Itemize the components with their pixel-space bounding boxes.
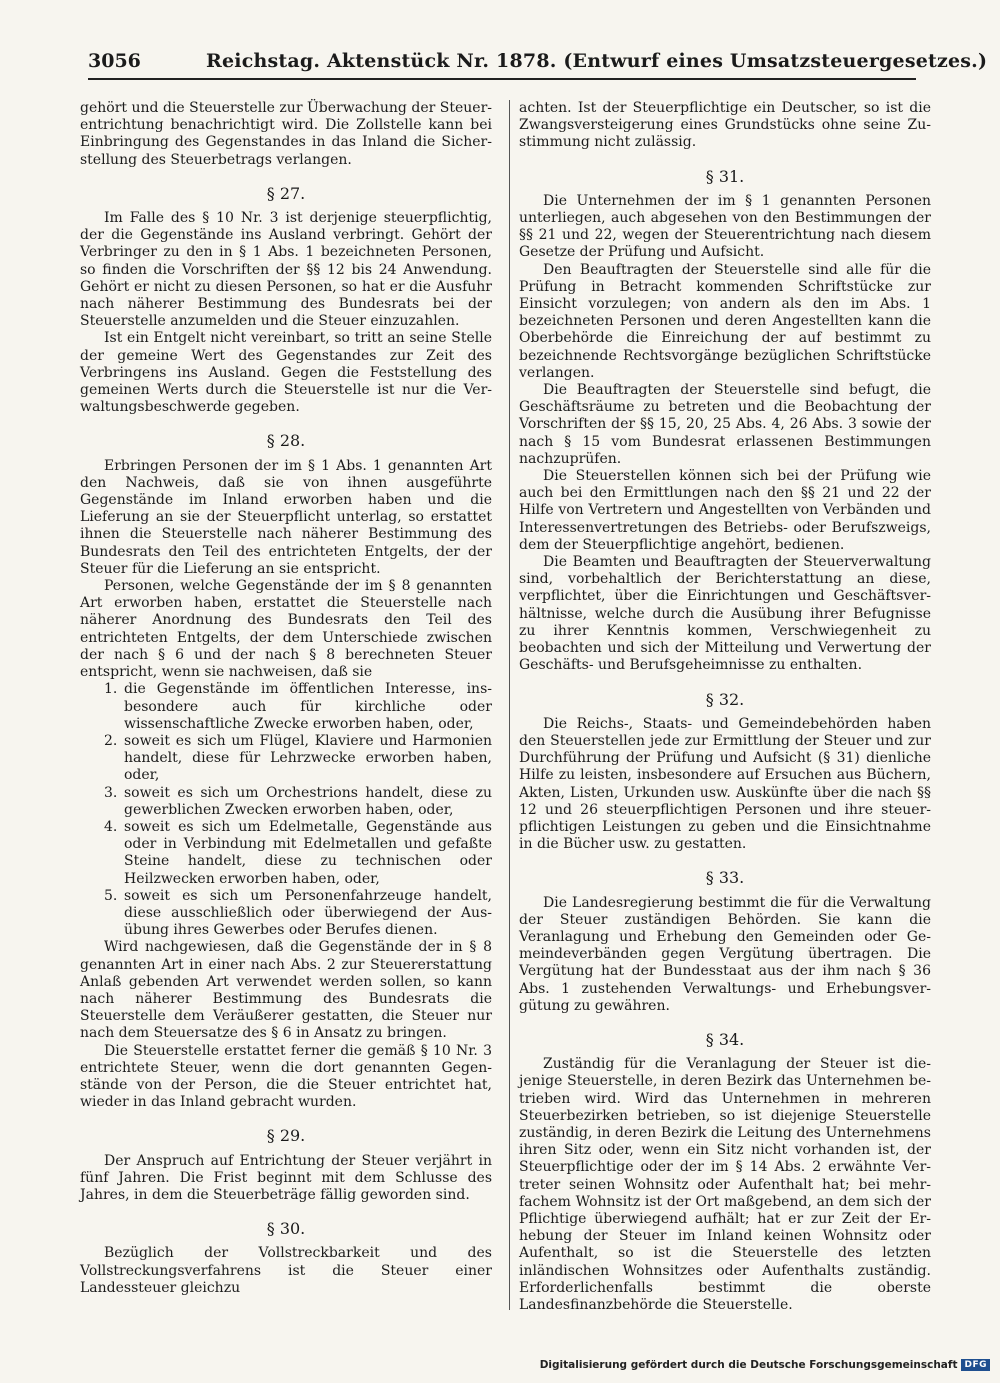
list-item (80, 888, 492, 940)
running-title: Reichstag. Aktenstück Nr. 1878. (Entwurf eines Umsatzsteuergesetzes.) (206, 50, 988, 72)
list-number: 3. (104, 784, 118, 801)
list-item-text: soweit es sich um Flügel, Klaviere und Harmonien handelt, diese für Lehrzwecke erworben haben, oder, (124, 732, 492, 784)
paragraph: Die Beauftragten der Steuerstelle sind befugt, die Geschäftsräume zu betreten und die Beobachtung der Vorschriften der §§ 15, 20, 25 Abs. 4, 26 Abs. 3 sowie der nach § 15 vom Bundesrat erlassenen Bestimmungen nachzuprüfen. (519, 382, 931, 467)
paragraph: Im Falle des § 10 Nr. 3 ist derjenige steuerpflichtig, der die Gegenstände ins Ausland verbringt. Gehört der Verbringer zu den in § 1 Abs. 1 bezeichneten Personen, so finden die Vorschriften der §§ 12 bis 24 Anwendung. Gehört er nicht zu diesen Personen, so hat er die Ausfuhr nach näherer Bestimmung des Bundesrats bei der Steuerstelle anzumelden und die Steuer einzuzahlen. (80, 210, 492, 330)
paragraph: Den Beauftragten der Steuerstelle sind alle für die Prüfung in Betracht kommenden Schriftstücke zur Einsicht vorzulegen; von andern als den im Abs. 1 bezeichneten Personen und deren Angestellten kann die Oberbehörde die Einreichung der auf bestimmt zu bezeichnende Rechtsvorgänge bezüglichen Schriftstücke verlangen. (519, 261, 931, 381)
paragraph: Wird nachgewiesen, daß die Gegenstände der in § 8 genannten Art in einer nach Abs. 2 zur Steuererstattung Anlaß gebenden Art verwendet werden sollen, so kann nach näherer Bestimmung des Bundesrats die Steuerstelle dem Veräußerer gestatten, die Steuer nur nach dem Steuersatze des § 6 in Ansatz zu bringen. (80, 939, 492, 1042)
paragraph: Die Unternehmen der im § 1 genannten Personen unterliegen, auch abgesehen von den Bestimmungen der §§ 21 und 22, wegen der Steuerentrichtung nach diesem Gesetze der Prüfung und Aufsicht. (519, 192, 931, 261)
left-column (80, 100, 492, 1297)
paragraph: gehört und die Steuerstelle zur Überwachung der Steuerentrichtung benachrichtigt wird. Die Zollstelle kann bei Einbringung des Gegenstandes in das Inland die Sicherstellung des Steuerbetrags verlangen. (80, 100, 492, 168)
list-item-text: die Gegenstände im öffentlichen Interesse, insbesondere auch für kirchliche oder wissenschaftliche Zwecke erworben haben, oder, (124, 681, 492, 732)
section-heading-27: § 27. (266, 183, 306, 203)
list-number: 5. (104, 887, 118, 904)
paragraph: Der Anspruch auf Entrichtung der Steuer verjährt in fünf Jahren. Die Frist beginnt mit dem Schlusse des Jahres, in dem die Steuerbeträge fällig geworden sind. (80, 1152, 492, 1203)
list-item-text: soweit es sich um Personenfahrzeuge handelt, diese ausschließlich oder überwiegend der Ausübung ihres Gewerbes oder Berufes dienen. (124, 887, 492, 939)
page-header (88, 46, 988, 80)
right-column (519, 100, 931, 1314)
paragraph: Personen, welche Gegenstände der im § 8 genannten Art erworben haben, erstattet die Steuerstelle nach näherer Anordnung des Bundesrats den Teil des entrichteten Entgelts, der dem Unterschiede zwischen der nach § 6 und der nach § 8 berechneten Steuer entspricht, wenn sie nachweisen, daß sie (80, 578, 492, 681)
paragraph: Die Beamten und Beauftragten der Steuerverwaltung sind, vorbehaltlich der Berichterstattung an diese, verpflichtet, über die Einrichtungen und Geschäftsverhältnisse, welche durch die Ausübung ihrer Befugnisse zu ihrer Kenntnis kommen, Verschwiegenheit zu beobachten und sich der Mitteilung und Verwertung der Geschäfts- und Berufsgeheimnisse zu enthalten. (519, 554, 931, 674)
digitization-credit (540, 1359, 990, 1371)
paragraph: Die Reichs-, Staats- und Gemeindebehörden haben den Steuerstellen jede zur Ermittlung der Steuer und zur Durchführung der Prüfung und Aufsicht (§ 31) dienliche Hilfe zu leisten, insbesondere auf Ersuchen aus Büchern, Akten, Listen, Urkunden usw. Auskünfte über die nach §§ 12 und 26 steuerpflichtigen Personen und ihre steuerpflichtigen Leistungen zu geben und die Einsichtnahme in die Bücher usw. zu gestatten. (519, 715, 931, 853)
list-item-text: soweit es sich um Orchestrions handelt, diese zu gewerblichen Zwecken erworben haben, oder, (124, 784, 492, 818)
section-heading-32: § 32. (705, 689, 745, 709)
section-heading-28: § 28. (266, 431, 306, 451)
list-item (80, 819, 492, 888)
page-number: 3056 (88, 50, 141, 72)
numbered-list (80, 681, 492, 939)
section-heading-33: § 33. (705, 868, 745, 888)
paragraph: Die Landesregierung bestimmt die für die Verwaltung der Steuer zuständigen Behörden. Sie kann die Veranlagung und Erhebung den Gemeinden oder Gemeindeverbänden gegen Vergütung übertragen. Die Vergütung hat der Bundesstaat aus der ihm nach § 36 Abs. 1 zustehenden Verwaltungs- und Erhebungsvergütung zu gewähren. (519, 894, 931, 1014)
paragraph: Die Steuerstellen können sich bei der Prüfung wie auch bei den Ermittlungen nach den §§ 21 und 22 der Hilfe von Vertretern und Angestellten von Verbänden und Interessenvertretungen des Betriebs- oder Berufszweigs, dem der Steuerpflichtige angehört, bedienen. (519, 468, 931, 553)
list-number: 1. (104, 681, 118, 698)
section-heading-34: § 34. (705, 1029, 745, 1049)
section-heading-31: § 31. (705, 166, 745, 186)
paragraph: Ist ein Entgelt nicht vereinbart, so tritt an seine Stelle der gemeine Wert des Gegenstandes zur Zeit des Verbringens ins Ausland. Gegen die Feststellung des gemeinen Werts durch die Steuerstelle ist nur die Verwaltungsbeschwerde gegeben. (80, 330, 492, 416)
paragraph: achten. Ist der Steuerpflichtige ein Deutscher, so ist die Zwangsversteigerung eines Grundstücks ohne seine Zustimmung nicht zulässig. (519, 100, 931, 151)
credit-text: Digitalisierung gefördert durch die Deutsche Forschungsgemeinschaft (539, 1359, 958, 1371)
list-item-text: soweit es sich um Edelmetalle, Gegenstände aus oder in Verbindung mit Edelmetallen und gefaßte Steine handelt, diese zu technischen oder Heilzwecken erworben haben, oder, (124, 818, 492, 887)
list-item (80, 681, 492, 733)
section-heading-29: § 29. (266, 1126, 306, 1146)
paragraph: Bezüglich der Vollstreckbarkeit und des Vollstreckungsverfahrens ist die Steuer einer Landessteuer gleichzu (80, 1245, 492, 1296)
list-number: 2. (104, 732, 118, 749)
dfg-logo-icon: DFG (961, 1359, 990, 1371)
paragraph: Zuständig für die Veranlagung der Steuer ist diejenige Steuerstelle, in deren Bezirk das Unternehmen betrieben wird. Wird das Unternehmen in mehreren Steuerbezirken betrieben, so ist diejenige Steuerstelle zuständig, in deren Bezirk die Leitung des Unternehmens ihren Sitz oder, wenn ein Sitz nicht vorhanden ist, der Steuerpflichtige oder der im § 14 Abs. 2 erwähnte Vertreter seinen Wohnsitz oder Aufenthalt hat; bei mehrfachem Wohnsitz ist der Ort maßgebend, an dem sich der Pflichtige überwiegend aufhält; hat er zur Zeit der Erhebung der Steuer im Inland keinen Wohnsitz oder Aufenthalt, so ist die Steuerstelle des letzten inländischen Wohnsitzes oder Aufenthalts zuständig. Erforderlichenfalls bestimmt die oberste Landesfinanzbehörde die Steuerstelle. (519, 1056, 931, 1313)
column-divider (509, 100, 510, 1310)
list-item (80, 785, 492, 819)
list-item (80, 733, 492, 785)
paragraph: Erbringen Personen der im § 1 Abs. 1 genannten Art den Nachweis, daß sie von ihnen ausgeführte Gegenstände im Inland erworben haben und die Lieferung an sie der Steuerpflicht unterlag, so erstattet ihnen die Steuerstelle nach näherer Bestimmung des Bundesrats den Teil des entrichteten Entgelts, der der Steuer für die Lieferung an sie entspricht. (80, 457, 492, 577)
list-number: 4. (104, 818, 118, 835)
section-heading-30: § 30. (266, 1219, 306, 1239)
paragraph: Die Steuerstelle erstattet ferner die gemäß § 10 Nr. 3 entrichtete Steuer, wenn die dort genannten Gegenstände von der Person, die die Steuer entrichtet hat, wieder in das Inland gebracht wurden. (80, 1042, 492, 1111)
